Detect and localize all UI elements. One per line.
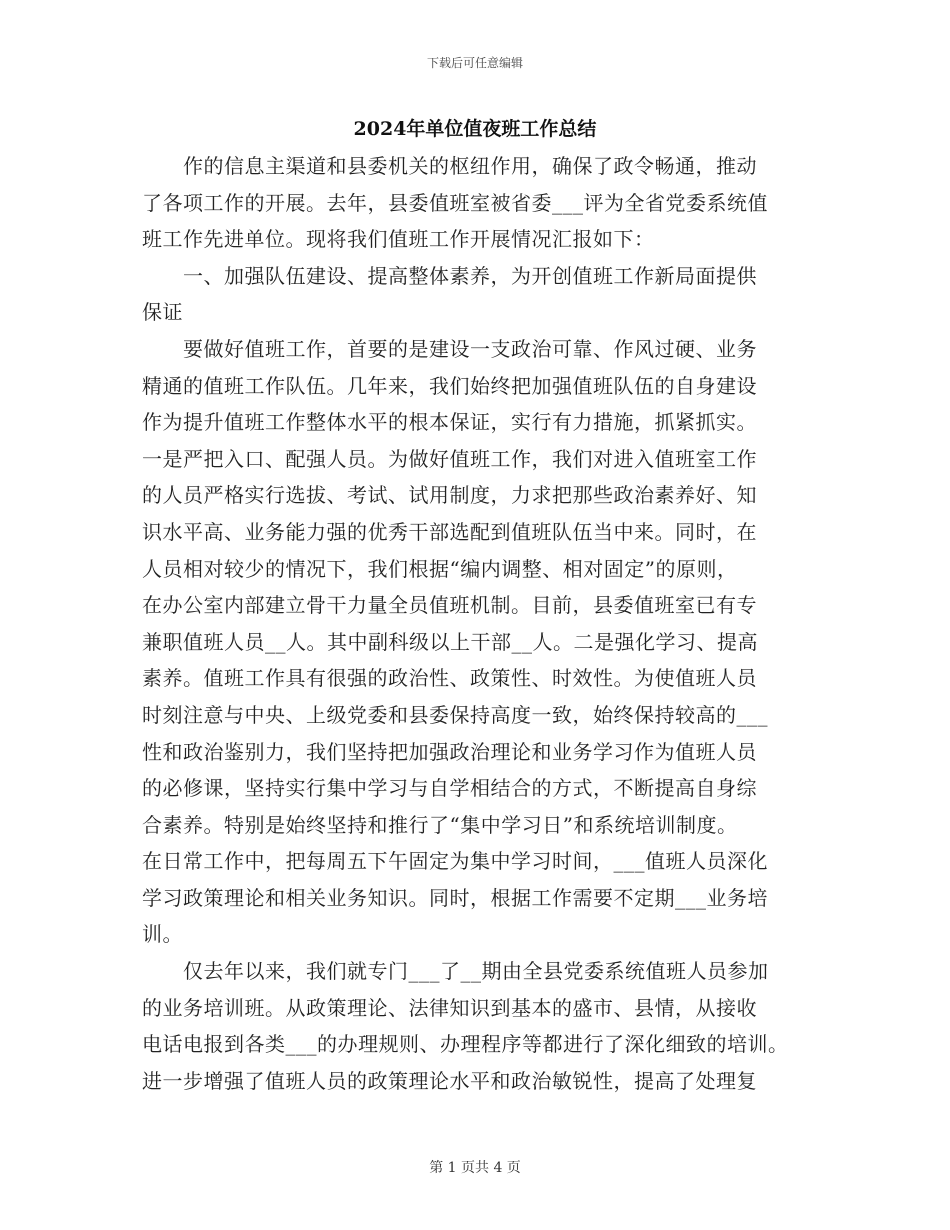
- body-line: 合素养。特别是始终坚持和推行了“集中学习日”和系统培训制度。: [142, 812, 738, 837]
- body-line: 了各项工作的开展。去年，县委值班室被省委___评为全省党委系统值: [142, 190, 768, 215]
- body-line: 的业务培训班。从政策理论、法律知识到基本的盛市、县情，从接收: [142, 995, 757, 1020]
- body-line: 识水平高、业务能力强的优秀干部选配到值班队伍当中来。同时，在: [142, 519, 757, 544]
- body-line: 仅去年以来，我们就专门___了__期由全县党委系统值班人员参加: [142, 959, 769, 984]
- body-line: 进一步增强了值班人员的政策理论水平和政治敏锐性，提高了处理复: [142, 1068, 757, 1093]
- body-line: 作为提升值班工作整体水平的根本保证，实行有力措施，抓紧抓实。: [142, 410, 757, 435]
- body-line: 人员相对较少的情况下，我们根据“编内调整、相对固定”的原则，: [142, 556, 738, 581]
- document-title: 2024年单位值夜班工作总结: [353, 118, 597, 140]
- body-line: 精通的值班工作队伍。几年来，我们始终把加强值班队伍的自身建设: [142, 373, 757, 398]
- body-line: 在日常工作中，把每周五下午固定为集中学习时间，___值班人员深化: [142, 849, 768, 874]
- body-line: 学习政策理论和相关业务知识。同时，根据工作需要不定期___业务培: [142, 885, 768, 910]
- document-body: [142, 148, 822, 1099]
- body-line: 训。: [142, 922, 183, 947]
- body-line: 兼职值班人员__人。其中副科级以上干部__人。二是强化学习、提高: [142, 629, 758, 654]
- body-line: 在办公室内部建立骨干力量全员值班机制。目前，县委值班室已有专: [142, 593, 757, 618]
- body-line: 电话电报到各类___的办理规则、办理程序等都进行了深化细致的培训。: [142, 1032, 789, 1057]
- body-line: 班工作先进单位。现将我们值班工作开展情况汇报如下：: [142, 227, 655, 252]
- body-line: 一是严把入口、配强人员。为做好值班工作，我们对进入值班室工作: [142, 446, 757, 471]
- body-line: 作的信息主渠道和县委机关的枢纽作用，确保了政令畅通，推动: [142, 154, 757, 178]
- body-line: 素养。值班工作具有很强的政治性、政策性、时效性。为使值班人员: [142, 666, 757, 691]
- body-line: 要做好值班工作，首要的是建设一支政治可靠、作风过硬、业务: [142, 336, 757, 361]
- page-footer: 第 1 页共 4 页: [429, 1160, 521, 1176]
- body-line: 时刻注意与中央、上级党委和县委保持高度一致，始终保持较高的___: [142, 702, 768, 727]
- section-heading: 一、加强队伍建设、提高整体素养，为开创值班工作新局面提供: [142, 263, 757, 288]
- body-line: 性和政治鉴别力，我们坚持把加强政治理论和业务学习作为值班人员: [142, 739, 757, 764]
- section-heading-continued: 保证: [142, 300, 183, 325]
- header-note: 下载后可任意编辑: [426, 56, 523, 70]
- body-line: 的必修课，坚持实行集中学习与自学相结合的方式，不断提高自身综: [142, 776, 757, 801]
- body-line: 的人员严格实行选拔、考试、试用制度，力求把那些政治素养好、知: [142, 483, 757, 508]
